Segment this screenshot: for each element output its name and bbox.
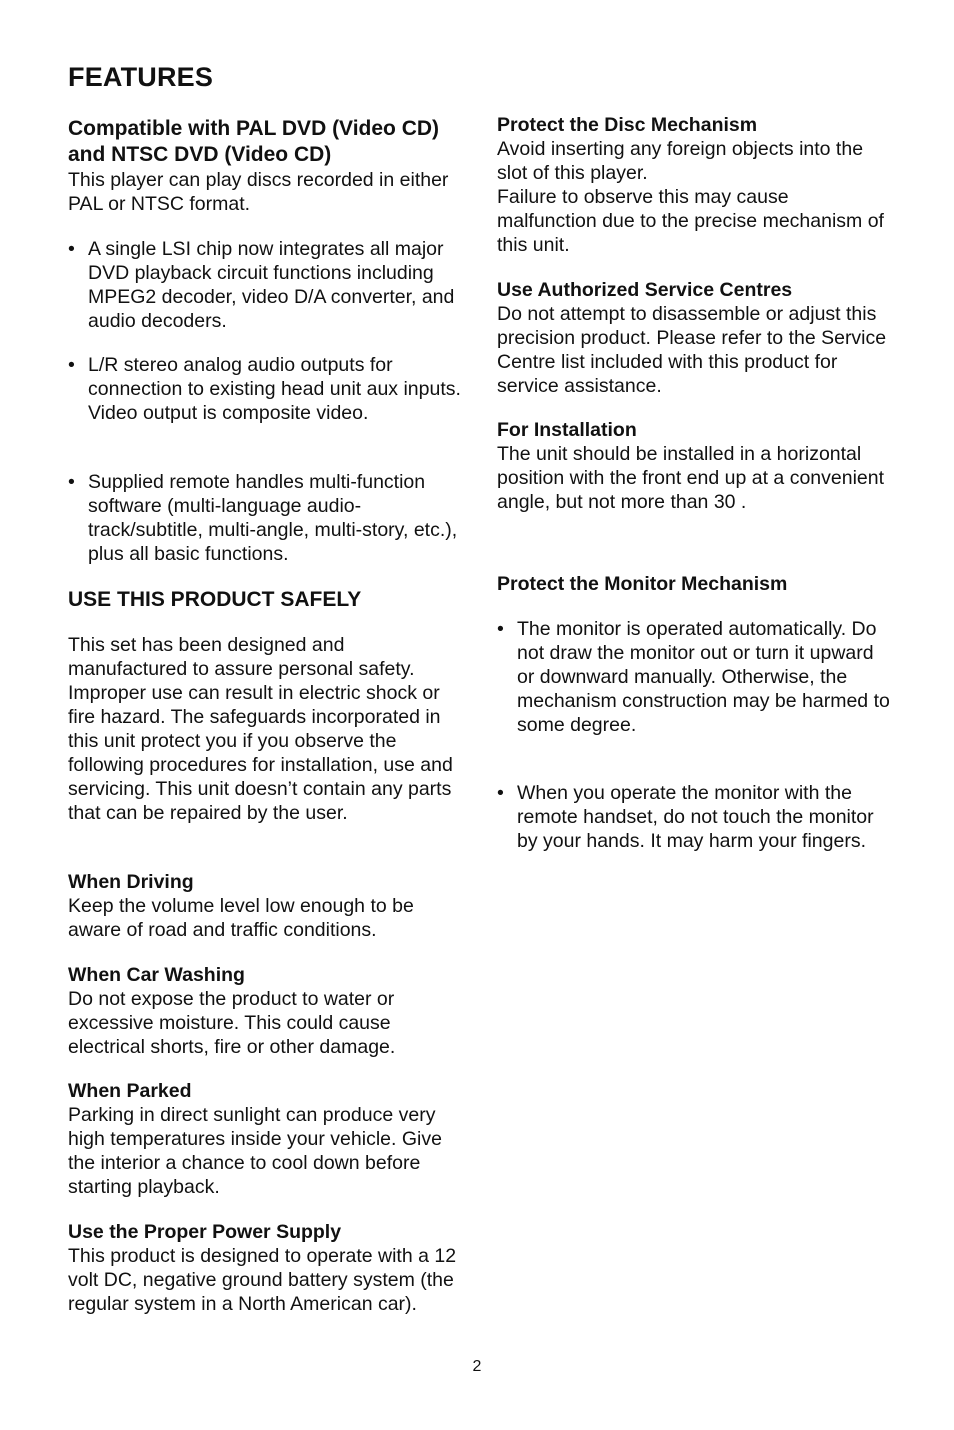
monitor-heading: Protect the Monitor Mechanism [497,573,788,595]
safety-text: This set has been designed and manufactured to assure personal safety. Improper use can result in electric shock or fire hazard. The safeguards incorporated in this unit protect you if you observe the following procedures for installation, use and servicing. This unit doesn’t contain any parts that can be repaired by the user. [68,634,453,824]
compat-heading: Compatible with PAL DVD (Video CD) and NTSC DVD (Video CD) [68,117,440,166]
monitor-list [497,781,892,853]
list-item-text: A single LSI chip now integrates all major DVD playback circuit functions including MPEG2 decoder, video D/A converter, and audio decoders. [88,238,455,332]
service-text: Do not attempt to disassemble or adjust this precision product. Please refer to the Service Centre list included with this product for service assistance. [497,303,887,397]
list-item-text: L/R stereo analog audio outputs for connection to existing head unit aux inputs. Video output is composite video. [88,354,461,424]
parked-text: Parking in direct sunlight can produce very high temperatures inside your vehicle. Give the interior a chance to cool down before starting playback. [68,1104,442,1198]
features-list [68,237,463,333]
bullet-icon: • [497,618,504,640]
disc-text: Avoid inserting any foreign objects into the slot of this player. [497,138,864,184]
bullet-icon: • [68,354,75,376]
list-item [68,237,463,333]
washing-heading: When Car Washing [68,964,245,986]
list-item [497,617,892,737]
list-item [68,470,463,566]
install-text: The unit should be installed in a horizontal position with the front end up at a convenient angle, but not more than 30 . [497,443,885,513]
disc-section [497,113,892,257]
page-title: FEATURES [68,62,214,92]
parked-heading: When Parked [68,1080,192,1102]
page-number: 2 [472,1358,482,1375]
install-section [497,418,892,514]
washing-section [68,963,463,1059]
monitor-list [497,617,892,737]
list-item-text: The monitor is operated automatically. Do not draw the monitor out or turn it upward or downward manually. Otherwise, the mechanism construction may be harmed to some degree. [517,618,890,736]
compat-text: This player can play discs recorded in either PAL or NTSC format. [68,169,449,215]
compat-section [68,116,463,216]
disc-text: Failure to observe this may cause malfunction due to the precise mechanism of this unit. [497,186,884,256]
power-section [68,1220,463,1316]
bullet-icon: • [68,238,75,260]
bullet-icon: • [68,471,75,493]
driving-section [68,870,463,942]
disc-heading: Protect the Disc Mechanism [497,114,758,136]
power-text: This product is designed to operate with a 12 volt DC, negative ground battery system (the regular system in a North American car). [68,1245,457,1315]
service-heading: Use Authorized Service Centres [497,279,793,301]
driving-text: Keep the volume level low enough to be aware of road and traffic conditions. [68,895,414,941]
features-list [68,470,463,566]
list-item-text: Supplied remote handles multi-function software (multi-language audio-track/subtitle, multi-angle, multi-story, etc.), plus all basic functions. [88,471,458,565]
install-heading: For Installation [497,419,637,441]
list-item-text: When you operate the monitor with the remote handset, do not touch the monitor by your hands. It may harm your fingers. [517,782,874,852]
power-heading: Use the Proper Power Supply [68,1221,342,1243]
list-item [68,353,463,425]
safety-heading: USE THIS PRODUCT SAFELY [68,588,362,611]
driving-heading: When Driving [68,871,194,893]
features-list [68,353,463,425]
service-section [497,278,892,398]
list-item [497,781,892,853]
parked-section [68,1079,463,1199]
washing-text: Do not expose the product to water or excessive moisture. This could cause electrical shorts, fire or other damage. [68,988,396,1058]
bullet-icon: • [497,782,504,804]
